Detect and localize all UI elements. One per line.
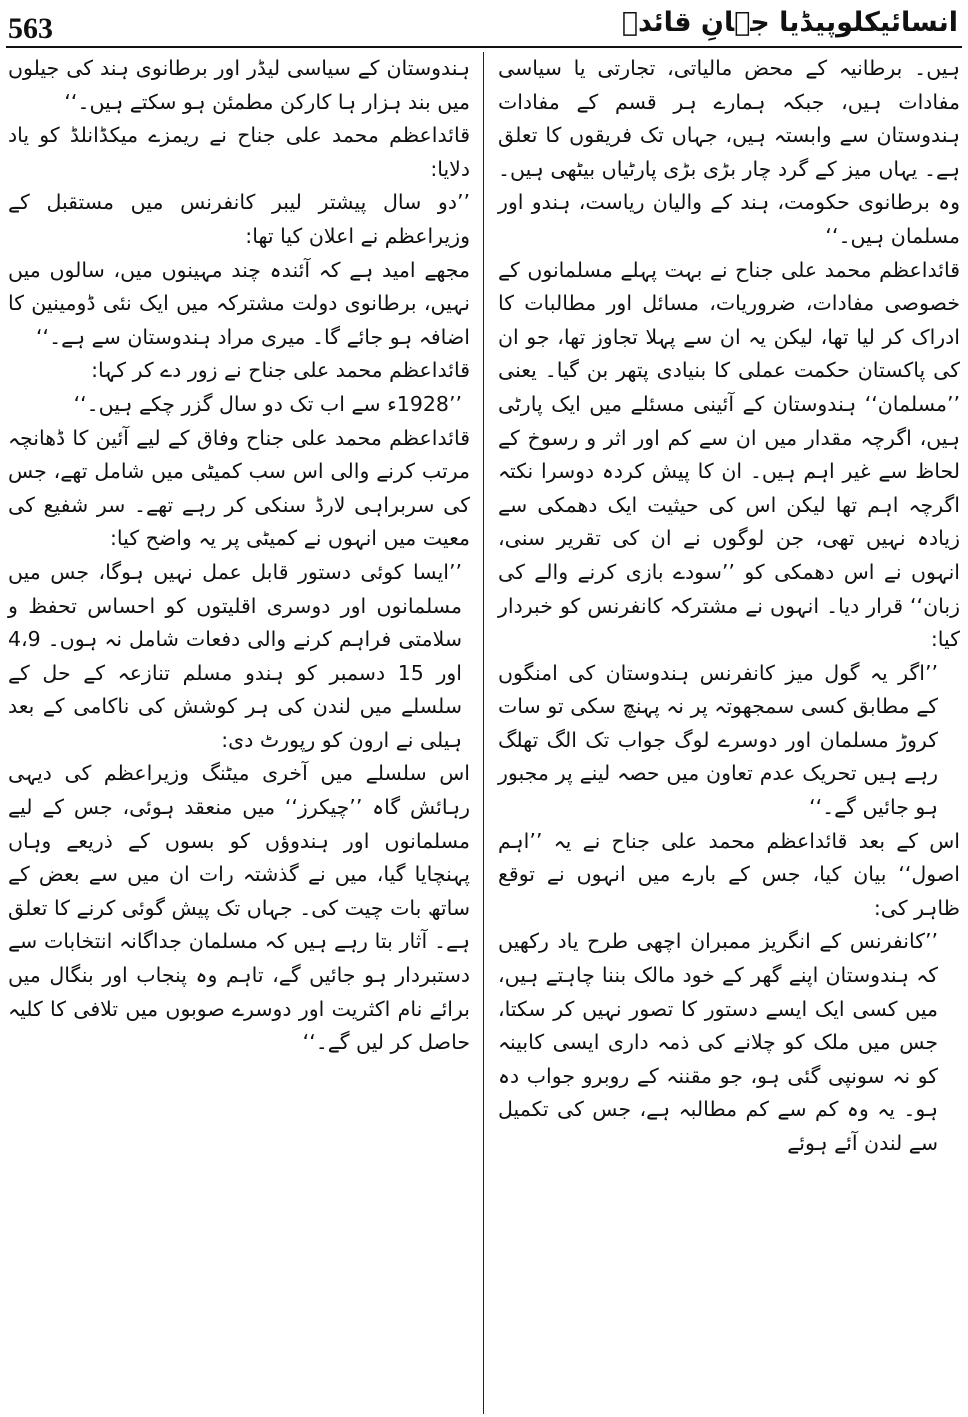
column-divider xyxy=(483,52,484,1414)
quote-paragraph: ’’ایسا کوئی دستور قابل عمل نہیں ہوگا، جس میں مسلمانوں اور دوسری اقلیتوں کو احساس تحفظ و سلامتی فراہم کرنے والی دفعات شامل نہ ہوں۔ 4،9 اور 15 دسمبر کو ہندو مسلم تنازعہ کے حل کے سلسلے میں لندن کی ہر کوشش کی ناکامی کے بعد ہیلی نے ارون کو رپورٹ دی: xyxy=(8,559,463,752)
paragraph: مجھے امید ہے کہ آئندہ چند مہینوں میں، سالوں میں نہیں، برطانوی دولت مشترکہ میں ایک نئی ڈومینین کا اضافہ ہو جائے گا۔ میری مراد ہندوستان سے ہے۔‘‘ xyxy=(8,257,470,349)
paragraph: قائداعظم محمد علی جناح وفاق کے لیے آئین کا ڈھانچہ مرتب کرنے والی اس سب کمیٹی میں شامل تھے، جس کی سربراہی لارڈ سنکی کر رہے تھے۔ سر شفیع کی معیت میں انہوں نے کمیٹی پر یہ واضح کیا: xyxy=(8,425,470,551)
left-column xyxy=(8,52,470,1412)
paragraph: اس کے بعد قائداعظم محمد علی جناح نے یہ ’’اہم اصول‘‘ بیان کیا، جس کے بارے میں انہوں نے توقع ظاہر کی: xyxy=(498,828,960,920)
page-number: 563 xyxy=(8,12,53,45)
page-header xyxy=(6,4,962,44)
paragraph: اس سلسلے میں آخری میٹنگ وزیراعظم کی دیہی رہائش گاہ ’’چیکرز‘‘ میں منعقد ہوئی، جس کے لیے مسلمانوں اور ہندوؤں کو بسوں کے ذریعے وہاں پہنچایا گیا، میں نے گذشتہ رات ان میں سے بعض کے ساتھ بات چیت کی۔ جہاں تک پیش گوئی کرنے کا تعلق ہے۔ آثار بتا رہے ہیں کہ مسلمان جداگانہ انتخابات سے دستبردار ہو جائیں گے، تاہم وہ پنجاب اور بنگال میں برائے نام اکثریت اور دوسرے صوبوں میں تلافی کا کلیہ حاصل کر لیں گے۔‘‘ xyxy=(8,761,470,1055)
paragraph: ’’دو سال پیشتر لیبر کانفرنس میں مستقبل کے وزیراعظم نے اعلان کیا تھا: xyxy=(8,190,470,248)
paragraph: قائداعظم محمد علی جناح نے بہت پہلے مسلمانوں کے خصوصی مفادات، ضروریات، مسائل اور مطالبات کا ادراک کر لیا تھا، لیکن یہ ان سے پہلا تجاوز تھا، جو ان کی پاکستان حکمت عملی کا بنیادی پتھر بن گیا۔ یعنی ’’مسلمان‘‘ ہندوستان کے آئینی مسئلے میں ایک پارٹی ہیں، اگرچہ مقدار میں ان سے کم اور اثر و رسوخ کے لحاظ سے غیر اہم ہیں۔ ان کا پیش کردہ دوسرا نکتہ اگرچہ اہم تھا لیکن اس کی حیثیت ایک دھمکی سے زیادہ نہیں تھی، جن لوگوں نے ان کی تقریر سنی، انہوں نے اس دھمکی کو ’’سودے بازی کرنے والے کی زبان‘‘ قرار دیا۔ انہوں نے مشترکہ کانفرنس کو خبردار کیا: xyxy=(498,257,960,652)
running-title: انسائیکلوپیڈیا جہانِ قائدؒ xyxy=(621,7,958,38)
paragraph: ہیں۔ برطانیہ کے محض مالیاتی، تجارتی یا سیاسی مفادات ہیں، جبکہ ہمارے ہر قسم کے مفادات ہندوستان سے وابستہ ہیں، جہاں تک فریقوں کا تعلق ہے۔ یہاں میز کے گرد چار بڑی بڑی پارٹیاں بیٹھی ہیں۔ وہ برطانوی حکومت، ہند کے والیان ریاست، ہندو اور مسلمان ہیں۔‘‘ xyxy=(498,56,960,248)
header-rule xyxy=(6,46,962,48)
quote-paragraph: ’’1928ء سے اب تک دو سال گزر چکے ہیں۔‘‘ xyxy=(73,391,462,416)
quote-paragraph: ’’اگر یہ گول میز کانفرنس ہندوستان کی امنگوں کے مطابق کسی سمجھوتہ پر نہ پہنچ سکی تو سات کروڑ مسلمان اور دوسرے لوگ جواب تک الگ تھلگ رہے ہیں تحریک عدم تعاون میں حصہ لینے پر مجبور ہو جائیں گے۔‘‘ xyxy=(498,660,938,820)
paragraph: قائداعظم محمد علی جناح نے زور دے کر کہا: xyxy=(91,358,470,383)
paragraph: قائداعظم محمد علی جناح نے ریمزے میکڈانلڈ کو یاد دلایا: xyxy=(8,123,470,181)
right-column xyxy=(498,52,960,1412)
quote-paragraph: ’’کانفرنس کے انگریز ممبران اچھی طرح یاد رکھیں کہ ہندوستان اپنے گھر کے خود مالک بننا چاہتے ہیں، میں کسی ایک ایسے دستور کا تصور نہیں کر سکتا، جس میں ملک کو چلانے کی ذمہ داری ایسی کابینہ کو نہ سونپی گئی ہو، جو مقننہ کے روبرو جواب دہ ہو۔ یہ وہ کم سے کم مطالبہ ہے، جس کی تکمیل سے لندن آئے ہوئے xyxy=(498,929,938,1155)
paragraph: ہندوستان کے سیاسی لیڈر اور برطانوی ہند کی جیلوں میں بند ہزار ہا کارکن مطمئن ہو سکتے ہیں۔‘‘ xyxy=(8,56,470,114)
